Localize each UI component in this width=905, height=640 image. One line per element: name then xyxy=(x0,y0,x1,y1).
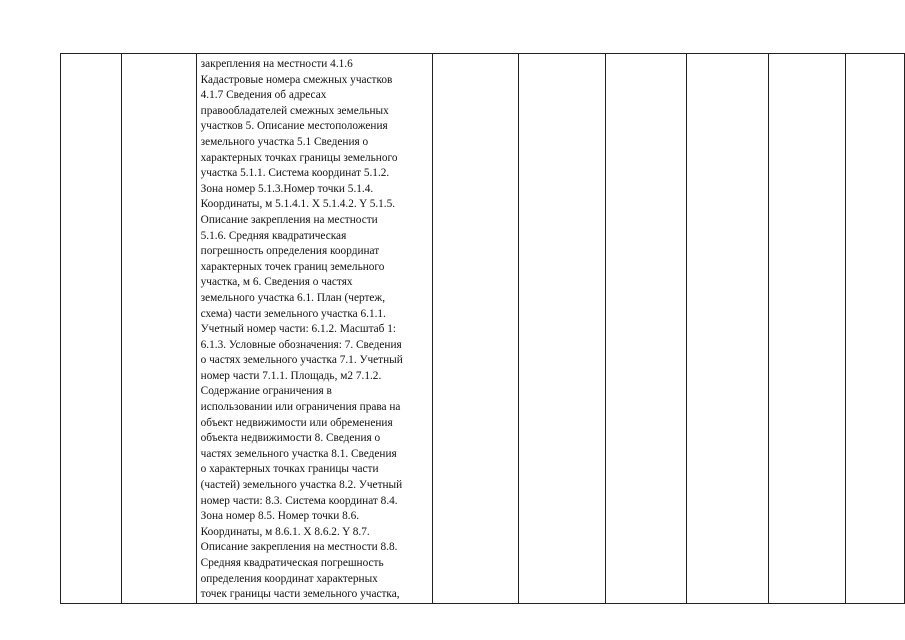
table-cell-col-7 xyxy=(686,54,768,604)
table-cell-col-2 xyxy=(122,54,197,604)
table-cell-col-4 xyxy=(433,54,519,604)
document-table xyxy=(60,53,905,604)
table-cell-col-6 xyxy=(605,54,686,604)
table-cell-col-8 xyxy=(769,54,846,604)
table-row xyxy=(61,54,905,604)
description-text: закрепления на местности 4.1.6 Кадастровые номера смежных участков 4.1.7 Сведения об адресах правообладателей смежных земельных участков 5. Описание местоположения земельного участка 5.1 Сведения о характерных точках границы земельного участка 5.1.1. Система координат 5.1.2. Зона номер 5.1.3.Номер точки 5.1.4. Координаты, м 5.1.4.1. X 5.1.4.2. Y 5.1.5. Описание закрепления на местности 5.1.6. Средняя квадратическая погрешность определения координат характерных точек границ земельного участка, м 6. Сведения о частях земельного участка 6.1. План (чертеж, схема) части земельного участка 6.1.1. Учетный номер части: 6.1.2. Масштаб 1: 6.1.3. Условные обозначения: 7. Сведения о частях земельного участка 7.1. Учетный номер части 7.1.1. Площадь, м2 7.1.2. Содержание ограничения в использовании или ограничения права на объект недвижимости или обременения объекта недвижимости 8. Сведения о частях земельного участка 8.1. Сведения о характерных точках границы части (частей) земельного участка 8.2. Учетный номер части: 8.3. Система координат 8.4. Зона номер 8.5. Номер точки 8.6. Координаты, м 8.6.1. X 8.6.2. Y 8.7. Описание закрепления на местности 8.8. Средняя квадратическая погрешность определения координат характерных точек границы части земельного участка, xyxy=(200,58,403,601)
table-cell-col-9 xyxy=(845,54,904,604)
table-cell-col-5 xyxy=(519,54,605,604)
table-cell-description xyxy=(196,54,432,604)
table-cell-col-1 xyxy=(61,54,122,604)
